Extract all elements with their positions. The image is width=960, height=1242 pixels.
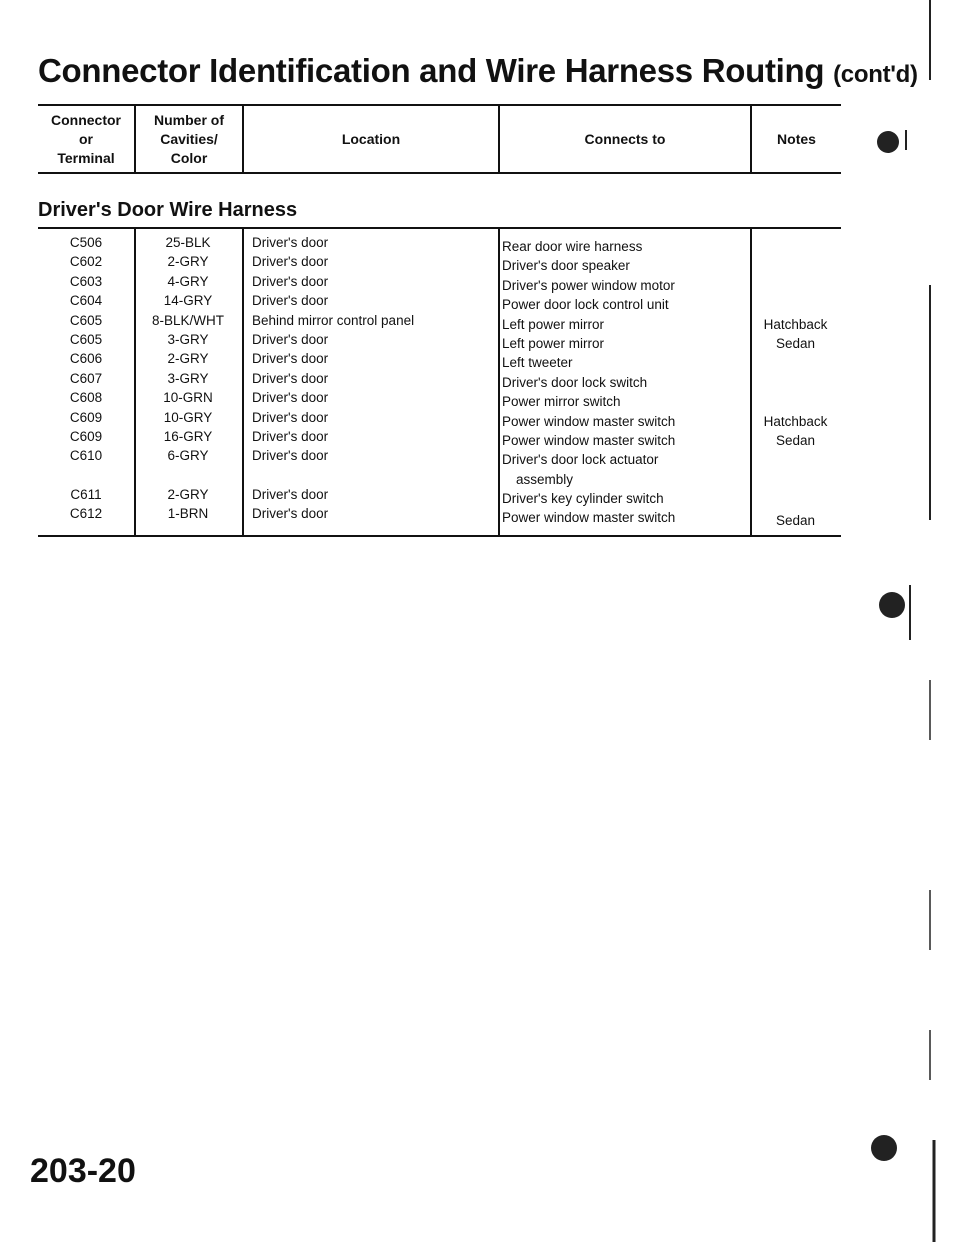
connectors-cell: C610 [69, 448, 103, 464]
cavities-cell: 4-GRY [167, 273, 209, 289]
connectors-cell: C604 [69, 293, 103, 309]
locations-cell: Driver's door [252, 370, 329, 386]
cavities-cell: 3-GRY [167, 370, 209, 386]
connectors-cell: C607 [69, 370, 103, 386]
connectors-cell: C605 [69, 331, 103, 347]
binder-hole-icon [877, 131, 899, 153]
locations-cell: Driver's door [252, 409, 329, 425]
connectors-cell: C608 [69, 390, 103, 406]
page-title-text: Connector Identification and Wire Harness Routing [38, 52, 825, 89]
cavities-cell: 10-GRY [163, 409, 213, 425]
connects-to-cell: Power window master switch [502, 432, 676, 448]
section-title: Driver's Door Wire Harness [38, 199, 298, 221]
locations-cell: Driver's door [252, 428, 329, 444]
binder-hole-icon [871, 1135, 897, 1161]
connects-to-cell: Power window master switch [502, 413, 676, 429]
cavities-cell: 2-GRY [167, 487, 209, 503]
locations-cell: Driver's door [252, 331, 329, 347]
cavities-cell: 3-GRY [167, 331, 209, 347]
locations-cell: Driver's door [252, 448, 329, 464]
cavities-cell: 6-GRY [167, 448, 209, 464]
note-cell: Sedan [775, 336, 816, 351]
binder-hole-icon [879, 592, 905, 618]
header-location: Location [242, 106, 498, 172]
connectors-cell: C606 [69, 351, 103, 367]
cavities-cell: 1-BRN [167, 506, 209, 522]
cavities-cell: 16-GRY [163, 428, 213, 444]
connects-to-cell: Left power mirror [502, 335, 605, 351]
cavities-cell: 10-GRN [163, 390, 213, 406]
connectors-cell: C609 [69, 409, 103, 425]
note-cell: Sedan [775, 433, 816, 448]
header-cavities-line-1: Number of [154, 111, 224, 128]
locations-cell: Driver's door [252, 487, 329, 503]
note-cell: Sedan [775, 512, 816, 528]
connects-to-cell: Left tweeter [502, 355, 573, 371]
header-cavities-line-3: Color [170, 149, 208, 166]
connects-to-cell: Power door lock control unit [502, 297, 669, 313]
connectors-cell: C609 [69, 428, 103, 444]
header-connector-line-1: Connector [51, 111, 121, 128]
connectors-cell: C602 [69, 254, 103, 270]
connects-to-cell: Power mirror switch [502, 394, 621, 410]
connects-to-cell: Driver's power window motor [502, 277, 675, 293]
header-connector-line-3: Terminal [57, 149, 115, 166]
locations-cell: Driver's door [252, 273, 329, 289]
locations-cell: Driver's door [252, 506, 329, 522]
header-connector-line-2: or [79, 130, 93, 147]
header-cavities-line-2: Cavities/ [160, 130, 218, 147]
connects-to-cell: Rear door wire harness [502, 239, 643, 254]
connectors-cell: C605 [69, 312, 103, 328]
note-cell: Hatchback [763, 316, 828, 332]
connectors-cell: C611 [70, 487, 102, 503]
connects-to-cell: Driver's door lock switch [502, 374, 648, 390]
locations-cell: Driver's door [252, 351, 329, 367]
connects-to-cell: Power window master switch [502, 510, 676, 526]
locations-cell: Driver's door [252, 293, 329, 309]
cavities-cell: 25-BLK [165, 235, 211, 250]
connects-to-cell: Driver's door lock actuator [502, 452, 659, 468]
page-title-suffix: (cont'd) [833, 61, 918, 88]
note-cell: Hatchback [763, 413, 828, 429]
locations-cell: Driver's door [252, 235, 329, 250]
connects-to-cell: Driver's door speaker [502, 258, 630, 274]
cavities-cell: 14-GRY [163, 293, 213, 309]
connectors-cell: C612 [69, 506, 103, 522]
connects-to-cell: Driver's key cylinder switch [502, 491, 664, 507]
connects-to-cell: assembly [516, 471, 574, 487]
locations-cell: Driver's door [252, 390, 329, 406]
cavities-cell: 2-GRY [167, 254, 209, 270]
locations-cell: Driver's door [252, 254, 329, 270]
page-number: 203-20 [30, 1152, 136, 1190]
connectors-cell: C506 [69, 235, 103, 250]
header-notes: Notes [750, 106, 841, 172]
connectors-cell: C603 [69, 273, 103, 289]
locations-cell: Behind mirror control panel [252, 312, 415, 328]
header-connects-to: Connects to [498, 106, 750, 172]
cavities-cell: 2-GRY [167, 351, 209, 367]
cavities-cell: 8-BLK/WHT [151, 312, 224, 328]
connects-to-cell: Left power mirror [502, 316, 605, 332]
